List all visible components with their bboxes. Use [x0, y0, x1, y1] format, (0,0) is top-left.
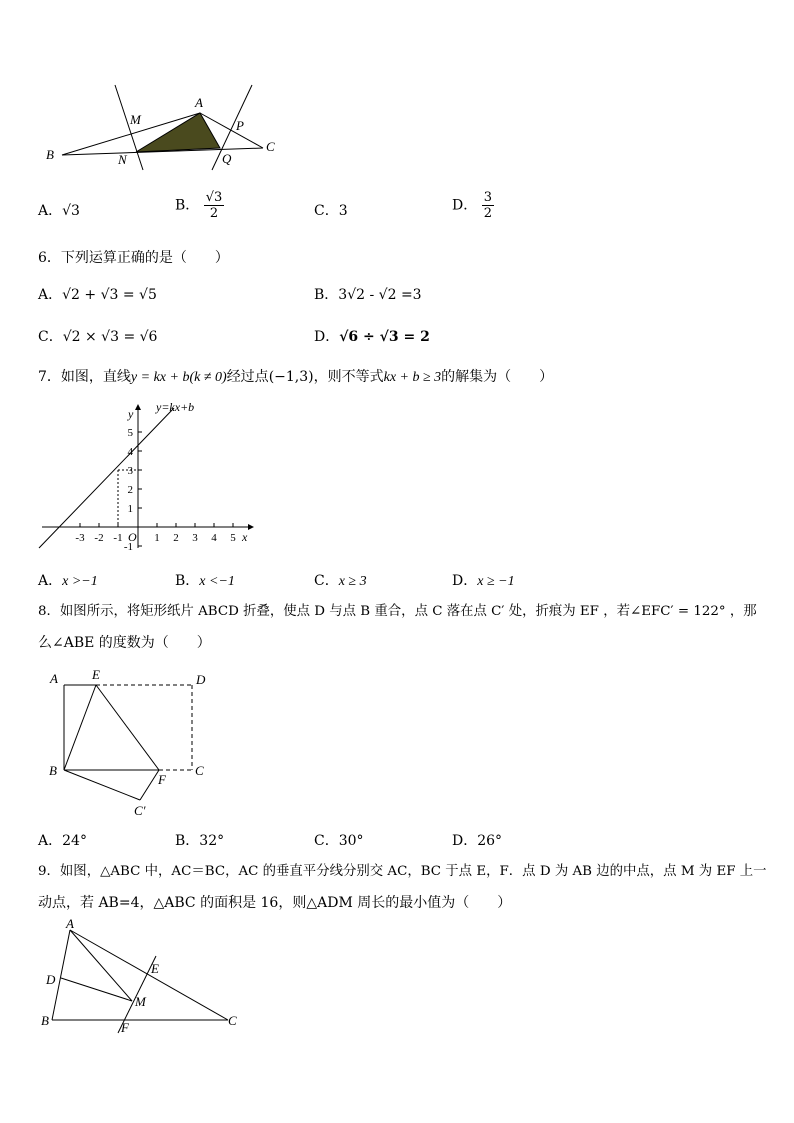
- q6-option-b-text: 3√2 - √2 =3: [338, 287, 422, 303]
- q7-x-tick-label: 4: [211, 532, 217, 544]
- q5-option-d-den: 2: [483, 206, 492, 221]
- q5-line-PQ: [212, 85, 252, 170]
- q6-option-c[interactable]: [38, 328, 157, 346]
- q7-option-a-text: x >−1: [62, 574, 98, 589]
- q6-stem: 6．下列运算正确的是（ ）: [38, 250, 229, 266]
- q5-label-A: A: [195, 95, 203, 110]
- q5-option-c-letter: C．: [314, 203, 339, 219]
- q7-stem-equation: y = kx + b(k ≠ 0): [130, 370, 227, 385]
- q5-option-b-letter: B．: [175, 197, 200, 214]
- q8-figure: [44, 664, 224, 822]
- q6-option-a-letter: A．: [38, 287, 63, 303]
- q8-line-BE: [64, 685, 96, 770]
- q7-option-b-text: x <−1: [199, 574, 235, 589]
- q8-option-d-text: 26°: [477, 833, 503, 849]
- q7-y-axis-arrow: [135, 404, 141, 410]
- q7-option-d-letter: D．: [452, 573, 478, 589]
- q8-line-EF: [96, 685, 159, 770]
- q7-y-tick-label: -1: [123, 541, 133, 553]
- q6-option-c-text: √2 × √3 = √6: [62, 329, 158, 345]
- q8-stem-line1: 8．如图所示，将矩形纸片 ABCD 折叠，使点 D 与点 B 重合，点 C 落在点 C′ 处，折痕为 EF ，若∠EFC′ = 122° ，那: [38, 604, 757, 619]
- q8-label-A: A: [50, 671, 58, 686]
- q5-label-N: N: [118, 152, 127, 167]
- q6-option-d[interactable]: [314, 328, 430, 346]
- q5-option-b[interactable]: [175, 190, 224, 221]
- q5-option-b-num: √3: [205, 190, 223, 205]
- q8-label-C: C: [195, 763, 204, 778]
- q7-y-axis-label: y: [128, 407, 134, 421]
- q8-option-d[interactable]: [452, 832, 502, 850]
- q8-option-a-letter: A．: [38, 833, 63, 849]
- q9-side-AC: [70, 930, 228, 1020]
- q5-shaded-triangle: [136, 113, 220, 152]
- q9-label-E: E: [151, 961, 159, 976]
- q9-line-AM: [70, 930, 132, 1001]
- q7-option-a-letter: A．: [38, 573, 63, 589]
- q8-option-c-letter: C．: [314, 833, 339, 849]
- q6-option-d-text: √6 ÷ √3 = 2: [339, 329, 430, 345]
- q9-figure: [34, 918, 250, 1044]
- q6-option-b[interactable]: [314, 286, 422, 304]
- q7-stem-prefix: 7．如图，直线: [38, 369, 131, 385]
- q8-label-B: B: [49, 763, 57, 778]
- q7-y-tick-label: 1: [127, 503, 133, 515]
- q7-stem-mid2: ，则不等式: [313, 369, 384, 385]
- q7-option-c-text: x ≥ 3: [338, 574, 367, 589]
- q7-option-c[interactable]: [314, 572, 367, 591]
- q5-option-a[interactable]: [38, 202, 80, 220]
- q9-label-A: A: [66, 918, 74, 931]
- q8-option-c[interactable]: [314, 832, 364, 850]
- q8-stem-line2: 么∠ABE 的度数为（ ）: [38, 635, 211, 651]
- q7-option-b-letter: B．: [175, 573, 200, 589]
- q5-option-a-text: √3: [62, 203, 80, 219]
- q8-option-b-text: 32°: [199, 833, 225, 849]
- q6-option-a[interactable]: [38, 286, 157, 304]
- q7-stem-suffix: 的解集为（ ）: [441, 369, 554, 385]
- q7-option-c-letter: C．: [314, 573, 339, 589]
- q5-option-d-num: 3: [483, 190, 492, 205]
- q7-x-tick-label: -2: [94, 532, 104, 544]
- q7-x-axis-label: x: [242, 530, 248, 544]
- q7-x-axis-arrow: [248, 524, 254, 530]
- q8-label-E: E: [92, 667, 100, 682]
- q5-label-M: M: [130, 112, 141, 127]
- q5-label-P: P: [236, 118, 244, 133]
- q5-option-d-fraction: [482, 190, 494, 221]
- q7-y-tick-label: 5: [127, 427, 133, 439]
- q7-graph: [34, 396, 260, 556]
- q9-stem-line2: 动点，若 AB=4，△ABC 的面积是 16，则△ADM 周长的最小值为（ ）: [38, 895, 512, 911]
- q9-label-C: C: [228, 1013, 237, 1028]
- q8-label-F: F: [158, 772, 166, 787]
- q7-option-a[interactable]: [38, 572, 98, 591]
- q7-x-tick-label: 2: [173, 532, 179, 544]
- q5-option-b-den: 2: [209, 206, 219, 221]
- q7-option-d-text: x ≥ −1: [477, 574, 515, 589]
- q7-y-tick-label: 2: [127, 484, 133, 496]
- q7-x-tick-label: 1: [154, 532, 160, 544]
- q7-option-b[interactable]: [175, 572, 235, 591]
- q7-stem: [38, 368, 553, 387]
- q7-x-tick-label: -1: [113, 532, 123, 544]
- q8-line-FC1: [140, 770, 159, 800]
- q7-x-tick-label: -3: [75, 532, 85, 544]
- q5-option-d[interactable]: [452, 190, 494, 221]
- q7-stem-point: (−1,3): [268, 369, 314, 385]
- q8-option-a[interactable]: [38, 832, 87, 850]
- q7-origin-label: O: [128, 530, 137, 544]
- q8-label-C-prime: C′: [134, 803, 146, 818]
- q8-option-c-text: 30°: [338, 833, 364, 849]
- q7-stem-mid: 经过点: [226, 369, 269, 385]
- q5-label-B: B: [46, 147, 54, 162]
- q6-option-d-letter: D．: [314, 329, 340, 345]
- q7-option-d[interactable]: [452, 572, 515, 591]
- q5-option-c[interactable]: [314, 202, 348, 220]
- q8-option-a-text: 24°: [62, 833, 87, 849]
- q6-option-b-letter: B．: [314, 287, 339, 303]
- q8-option-d-letter: D．: [452, 833, 478, 849]
- q6-option-a-text: √2 + √3 = √5: [62, 287, 157, 303]
- q8-line-BC1: [64, 770, 140, 800]
- q9-label-F: F: [121, 1020, 129, 1035]
- q5-option-b-fraction: [204, 190, 225, 221]
- q7-y-tick-label: 4: [127, 446, 133, 458]
- q7-stem-inequality: kx + b ≥ 3: [383, 370, 442, 385]
- q7-x-tick-label: 5: [230, 532, 236, 544]
- q9-label-D: D: [46, 972, 56, 987]
- q6-option-c-letter: C．: [38, 329, 63, 345]
- q5-label-C: C: [266, 139, 275, 154]
- q5-option-a-letter: A．: [38, 203, 63, 219]
- q5-option-d-letter: D．: [452, 197, 478, 214]
- q8-label-D: D: [196, 672, 206, 687]
- q7-y-tick-label: 3: [127, 465, 133, 477]
- q7-line-label: y=kx+b: [156, 400, 195, 414]
- q9-stem-line1: 9．如图，△ABC 中，AC＝BC，AC 的垂直平分线分别交 AC，BC 于点 E，F．点 D 为 AB 边的中点，点 M 为 EF 上一: [38, 864, 767, 879]
- q5-option-c-text: 3: [338, 203, 348, 219]
- q7-x-tick-label: 3: [192, 532, 198, 544]
- q9-label-B: B: [41, 1013, 49, 1028]
- q5-label-Q: Q: [222, 151, 232, 166]
- q9-label-M: M: [135, 994, 146, 1009]
- q8-option-b[interactable]: [175, 832, 224, 850]
- q5-figure: [40, 80, 290, 175]
- q8-option-b-letter: B．: [175, 833, 200, 849]
